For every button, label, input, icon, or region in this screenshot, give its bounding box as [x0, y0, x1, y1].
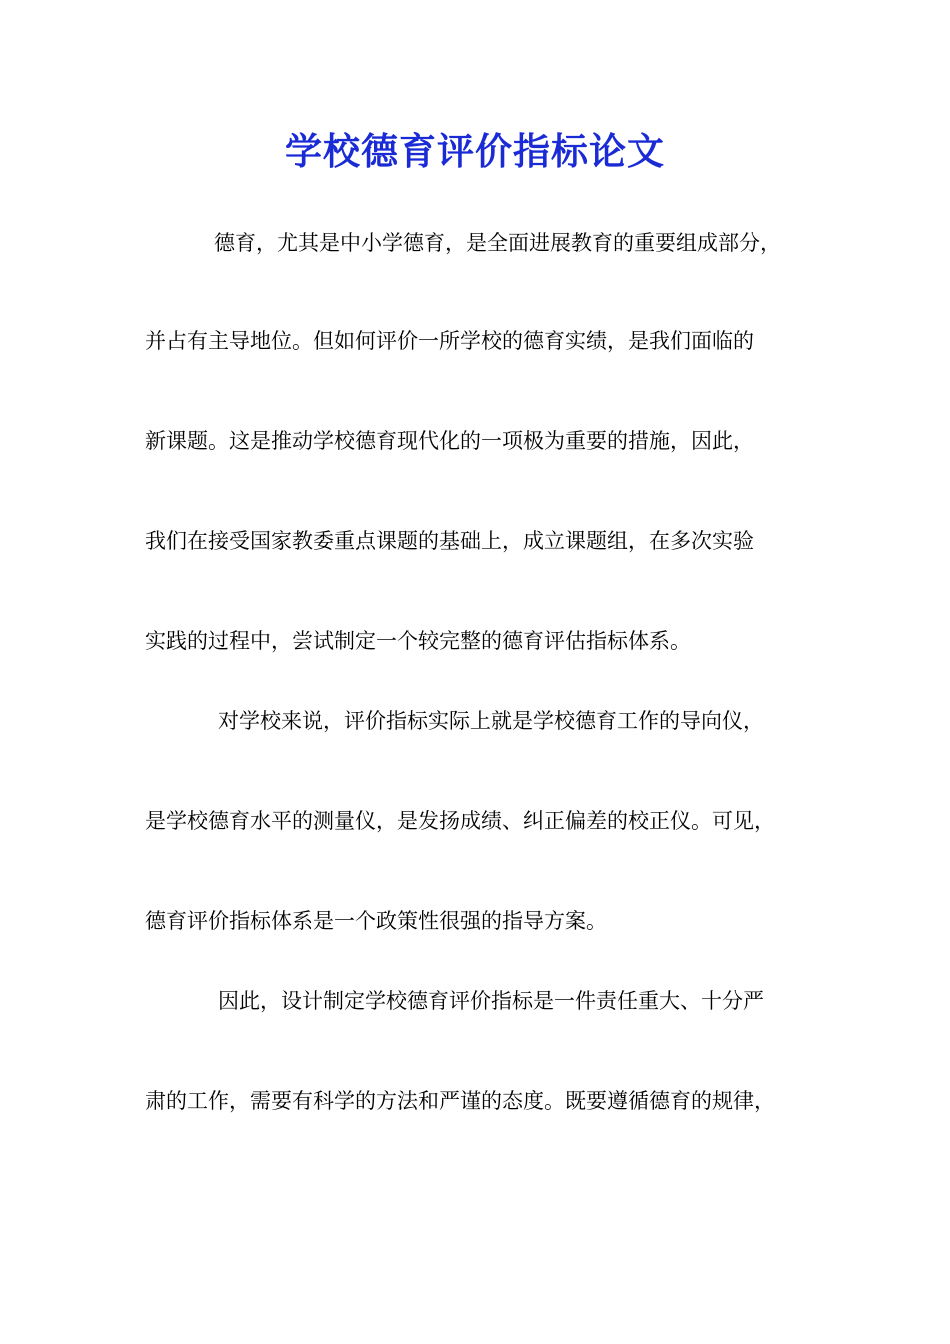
paragraph-1-line-1: 德育，尤其是中小学德育，是全面进展教育的重要组成部分，: [214, 231, 781, 255]
paragraph-1-line-2: 并占有主导地位。但如何评价一所学校的德育实绩，是我们面临的: [145, 329, 754, 353]
paragraph-1-line-5: 实践的过程中，尝试制定一个较完整的德育评估指标体系。: [145, 629, 691, 653]
paragraph-1-line-3: 新课题。这是推动学校德育现代化的一项极为重要的措施，因此，: [145, 429, 754, 453]
document-title: 学校德育评价指标论文: [285, 129, 665, 173]
paragraph-3-line-1: 因此，设计制定学校德育评价指标是一件责任重大、十分严: [218, 989, 764, 1013]
paragraph-2-line-3: 德育评价指标体系是一个政策性很强的指导方案。: [145, 909, 607, 933]
paragraph-2-line-2: 是学校德育水平的测量仪，是发扬成绩、纠正偏差的校正仪。可见，: [145, 809, 775, 833]
paragraph-3-line-2: 肃的工作，需要有科学的方法和严谨的态度。既要遵循德育的规律，: [145, 1089, 775, 1113]
paragraph-2-line-1: 对学校来说，评价指标实际上就是学校德育工作的导向仪，: [218, 709, 764, 733]
paragraph-1-line-4: 我们在接受国家教委重点课题的基础上，成立课题组，在多次实验: [145, 529, 754, 553]
